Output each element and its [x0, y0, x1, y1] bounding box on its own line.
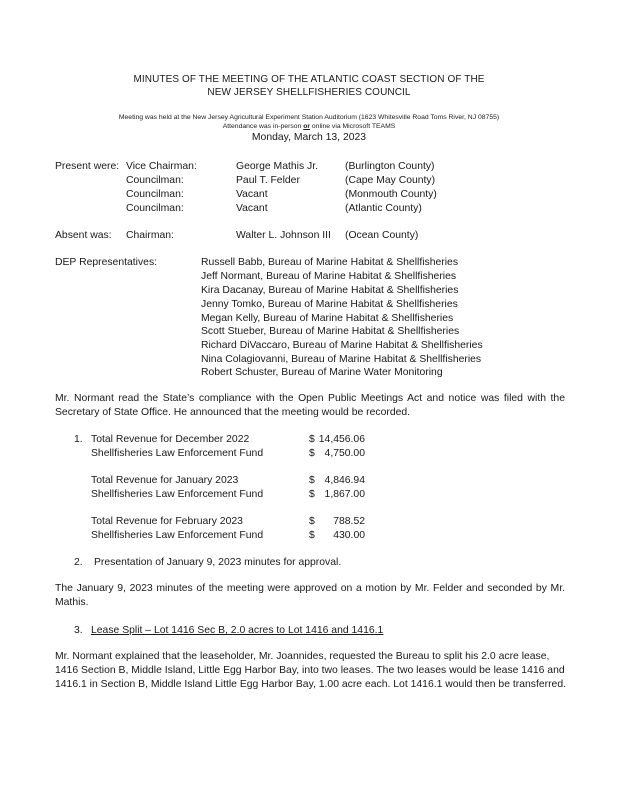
present-role: Councilman:	[126, 175, 184, 186]
absent-county: (Ocean County)	[345, 230, 419, 241]
present-county: (Monmouth County)	[345, 189, 437, 200]
revenue-amount: 788.52	[333, 516, 365, 527]
item-2-number: 2.	[74, 557, 83, 568]
revenue-amount: 14,456.06	[318, 434, 365, 445]
present-name: Vacant	[236, 189, 268, 200]
revenue-amount: 4,846.94	[324, 475, 365, 486]
attendance-note: Attendance was in-person or online via Microsoft TEAMS	[222, 123, 396, 130]
present-name: George Mathis Jr.	[236, 161, 319, 172]
currency-symbol: $	[309, 475, 315, 486]
dep-label: DEP Representatives:	[55, 257, 158, 268]
present-county: (Cape May County)	[345, 175, 436, 186]
title-line-1: MINUTES OF THE MEETING OF THE ATLANTIC COAST SECTION OF THE	[133, 74, 485, 85]
dep-member: Jenny Tomko, Bureau of Marine Habitat & Shellfisheries	[201, 299, 458, 310]
currency-symbol: $	[309, 434, 315, 445]
dep-member: Jeff Normant, Bureau of Marine Habitat & Shellfisheries	[201, 271, 457, 282]
dep-member: Russell Babb, Bureau of Marine Habitat & Shellfisheries	[201, 257, 459, 268]
dep-member: Scott Stueber, Bureau of Marine Habitat & Shellfisheries	[201, 326, 460, 337]
item-3-heading: Lease Split – Lot 1416 Sec B, 2.0 acres to Lot 1416 and 1416.1	[91, 625, 384, 636]
meeting-location: Meeting was held at the New Jersey Agricultural Experiment Station Auditorium (1623 Whitesville Road Toms River, NJ 08755)	[118, 114, 500, 121]
currency-symbol: $	[309, 448, 315, 459]
meeting-date: Monday, March 13, 2023	[251, 132, 367, 143]
present-role: Vice Chairman:	[126, 161, 197, 172]
absent-label: Absent was:	[55, 230, 112, 241]
dep-member: Robert Schuster, Bureau of Marine Water Monitoring	[201, 367, 443, 378]
revenue-label: Shellfisheries Law Enforcement Fund	[91, 530, 264, 541]
present-label: Present were:	[55, 161, 120, 172]
lease-paragraph: Mr. Normant explained that the leaseholder, Mr. Joannides, requested the Bureau to split his 2.0 acre lease, 1416 Section B, Middle Island, Little Egg Harbor Bay, into two leases. The two leases would be lease 1416 and 1416.1 in Section B, Middle Island Little Egg Harbor Bay, 1.00 acre each. Lot 1416.1 would then be transferred.	[55, 651, 566, 690]
dep-member: Megan Kelly, Bureau of Marine Habitat & Shellfisheries	[201, 313, 454, 324]
revenue-label: Total Revenue for December 2022	[91, 434, 250, 445]
item-2-text: Presentation of January 9, 2023 minutes for approval.	[94, 557, 342, 568]
dep-member: Richard DiVaccaro, Bureau of Marine Habitat & Shellfisheries	[201, 340, 483, 351]
currency-symbol: $	[309, 530, 315, 541]
revenue-amount: 1,867.00	[324, 489, 365, 500]
currency-symbol: $	[309, 489, 315, 500]
present-role: Councilman:	[126, 203, 184, 214]
dep-member: Kira Dacanay, Bureau of Marine Habitat & Shellfisheries	[201, 285, 459, 296]
revenue-label: Shellfisheries Law Enforcement Fund	[91, 448, 264, 459]
revenue-label: Total Revenue for February 2023	[91, 516, 243, 527]
title-line-2: NEW JERSEY SHELLFISHERIES COUNCIL	[207, 87, 411, 98]
present-role: Councilman:	[126, 189, 184, 200]
currency-symbol: $	[309, 516, 315, 527]
present-county: (Atlantic County)	[345, 203, 422, 214]
present-name: Paul T. Felder	[236, 175, 300, 186]
revenue-amount: 430.00	[333, 530, 365, 541]
absent-name: Walter L. Johnson III	[236, 230, 331, 241]
revenue-label: Total Revenue for January 2023	[91, 475, 239, 486]
compliance-paragraph: Mr. Normant read the State’s compliance with the Open Public Meetings Act and notice was filed with the Secretary of State Office. He announced that the meeting would be recorded.	[55, 393, 565, 418]
present-name: Vacant	[236, 203, 268, 214]
item-3-number: 3.	[74, 625, 83, 636]
absent-role: Chairman:	[126, 230, 174, 241]
revenue-amount: 4,750.00	[324, 448, 365, 459]
item-1-number: 1.	[74, 434, 83, 445]
approval-paragraph: The January 9, 2023 minutes of the meeting were approved on a motion by Mr. Felder and seconded by Mr. Mathis.	[55, 583, 565, 608]
present-county: (Burlington County)	[345, 161, 435, 172]
revenue-label: Shellfisheries Law Enforcement Fund	[91, 489, 264, 500]
dep-member: Nina Colagiovanni, Bureau of Marine Habitat & Shellfisheries	[201, 354, 482, 365]
